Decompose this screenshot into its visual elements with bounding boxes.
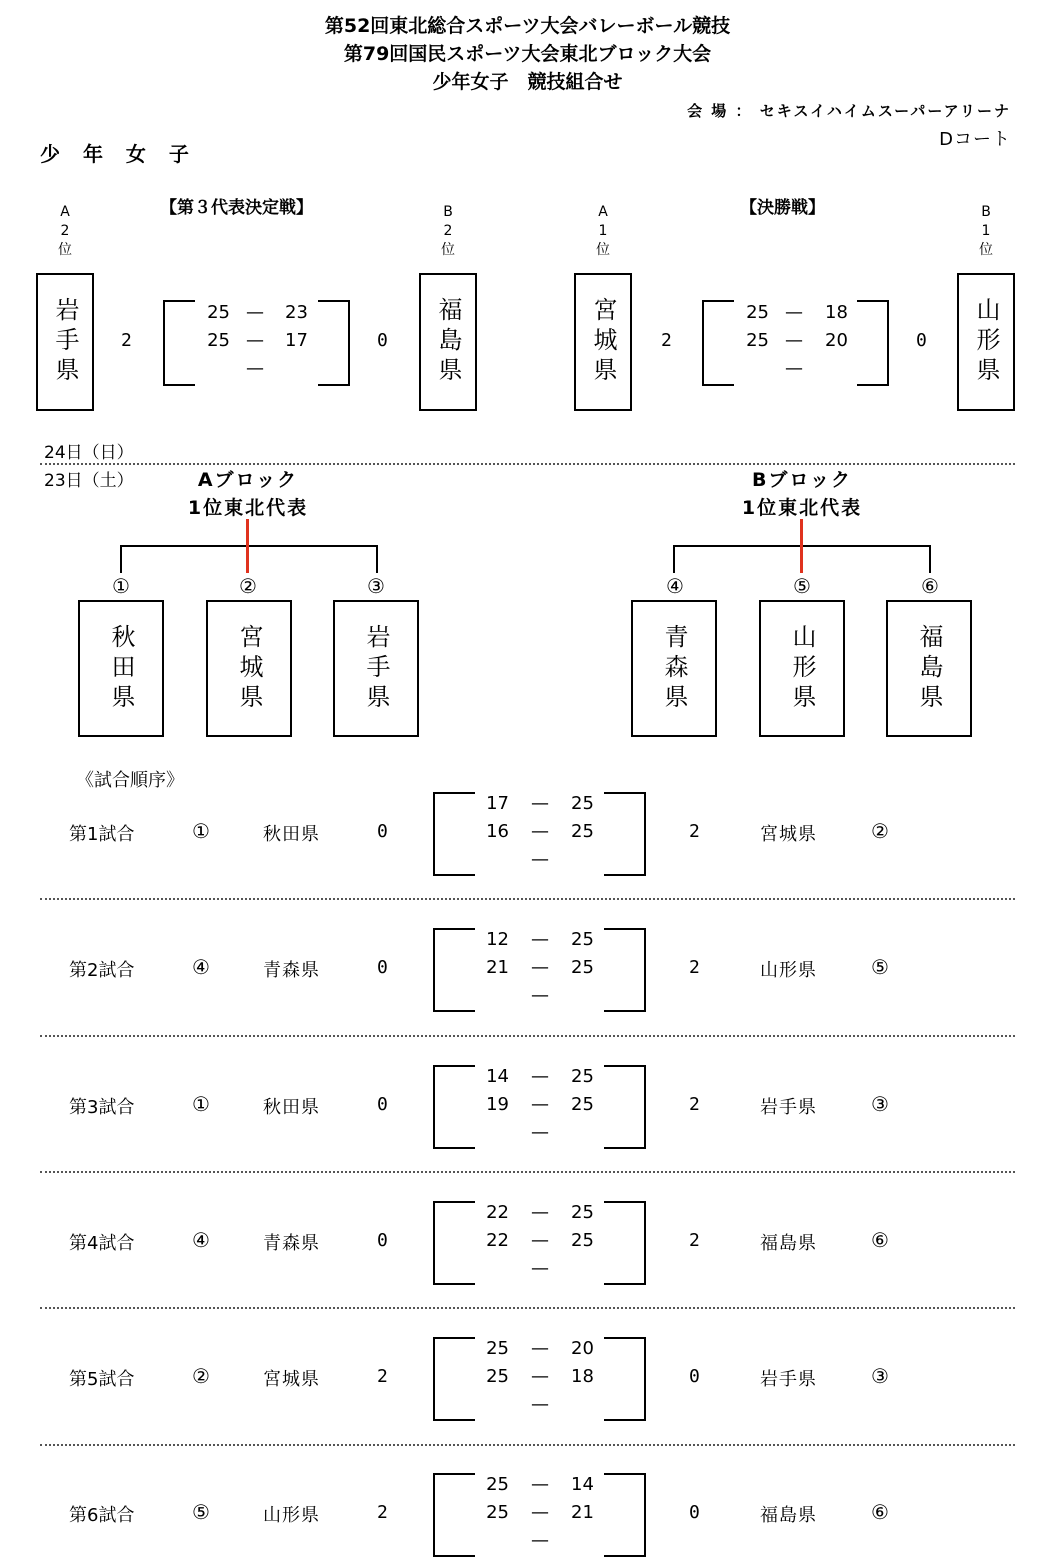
rank-char: B (981, 204, 991, 220)
score-dash: — (531, 849, 549, 870)
score-right: 25 (571, 821, 594, 842)
block-a-team-box (206, 600, 292, 737)
score-dash: — (531, 985, 549, 1006)
score-dash: — (531, 1122, 549, 1143)
score-right: 25 (571, 1066, 594, 1087)
match-divider (40, 1035, 1015, 1037)
match-label: 第5試合 (69, 1369, 135, 1390)
score-dash: — (785, 302, 803, 323)
score-dash: — (531, 1530, 549, 1551)
score-left: 25 (207, 330, 230, 351)
final-right-rank (971, 203, 1001, 260)
rank-char: 2 (60, 223, 70, 239)
team-name: 青森県 (660, 623, 688, 714)
team-number: ① (192, 1092, 210, 1116)
score-left: 22 (486, 1202, 509, 1223)
score-right: 20 (571, 1338, 594, 1359)
team-number: ③ (367, 574, 385, 598)
team-name: 宮城県 (589, 297, 617, 387)
score-right: 21 (571, 1502, 594, 1523)
score-dash: — (531, 1230, 549, 1251)
team-number: ④ (666, 574, 684, 598)
score-right: 25 (571, 929, 594, 950)
team-number: ⑤ (192, 1500, 210, 1524)
bracket-right (604, 792, 646, 876)
team-number: ④ (192, 955, 210, 979)
team-number: ⑥ (921, 574, 939, 598)
match-label: 第6試合 (69, 1505, 135, 1526)
score-right: 23 (285, 302, 308, 323)
match-divider (40, 898, 1015, 900)
bracket-right (604, 1473, 646, 1557)
match-label: 第4試合 (69, 1233, 135, 1254)
team-number: ① (112, 574, 130, 598)
rank-char: 1 (981, 223, 991, 239)
score-right: 17 (285, 330, 308, 351)
third-left-team-box (36, 273, 94, 411)
block-b-team-box (886, 600, 972, 737)
right-sets: 2 (689, 1230, 700, 1251)
schedule-title: 《試合順序》 (76, 770, 184, 791)
rank-char: A (60, 204, 70, 220)
block-a-bracket (120, 545, 378, 547)
right-sets: 0 (689, 1502, 700, 1523)
block-a-subtitle: 1位東北代表 (187, 497, 309, 519)
score-left: 14 (486, 1066, 509, 1087)
match-divider (40, 1444, 1015, 1446)
score-dash: — (531, 1338, 549, 1359)
third-right-team-box (419, 273, 477, 411)
bracket-right (857, 300, 889, 386)
team-name: 山形県 (972, 297, 1000, 387)
score-right: 20 (825, 330, 848, 351)
block-b-bracket (929, 545, 931, 573)
score-right: 18 (571, 1366, 594, 1387)
left-sets: 0 (377, 957, 388, 978)
rank-char: 1 (598, 223, 608, 239)
score-left: 21 (486, 957, 509, 978)
left-team-name: 青森県 (263, 1233, 320, 1254)
score-dash: — (531, 957, 549, 978)
score-dash: — (785, 358, 803, 379)
team-name: 山形県 (788, 623, 816, 714)
block-a-bracket (120, 545, 122, 573)
match-divider (40, 1307, 1015, 1309)
score-left: 25 (486, 1366, 509, 1387)
bracket-right (604, 1201, 646, 1285)
left-team-name: 山形県 (263, 1505, 320, 1526)
block-a-team-box (78, 600, 164, 737)
block-a-bracket (376, 545, 378, 573)
bracket-left (433, 792, 475, 876)
score-dash: — (531, 929, 549, 950)
score-dash: — (531, 1202, 549, 1223)
score-left: 25 (486, 1338, 509, 1359)
score-left: 25 (486, 1502, 509, 1523)
final-right-team-box (957, 273, 1015, 411)
bracket-right (604, 1065, 646, 1149)
bracket-right (318, 300, 350, 386)
final-header: 【決勝戦】 (740, 198, 825, 218)
team-number: ③ (871, 1364, 889, 1388)
bracket-left (433, 1473, 475, 1557)
third-left-rank (50, 203, 80, 260)
team-number: ① (192, 819, 210, 843)
match-label: 第1試合 (69, 824, 135, 845)
right-team-name: 福島県 (760, 1233, 817, 1254)
rank-char: 位 (58, 242, 72, 258)
bracket-left (163, 300, 195, 386)
score-dash: — (246, 330, 264, 351)
left-sets: 0 (377, 821, 388, 842)
bracket-right (604, 1337, 646, 1421)
team-name: 岩手県 (362, 623, 390, 714)
bracket-left (433, 928, 475, 1012)
block-b-team-box (759, 600, 845, 737)
block-b-bracket (673, 545, 675, 573)
team-name: 宮城県 (235, 623, 263, 714)
team-number: ④ (192, 1228, 210, 1252)
score-dash: — (246, 302, 264, 323)
team-number: ⑤ (871, 955, 889, 979)
match-label: 第2試合 (69, 960, 135, 981)
right-sets: 2 (689, 821, 700, 842)
rank-char: 2 (443, 223, 453, 239)
title-line-1: 第52回東北総合スポーツ大会バレーボール競技 (324, 15, 731, 37)
right-sets: 2 (689, 1094, 700, 1115)
left-team-name: 秋田県 (263, 1097, 320, 1118)
score-left: 12 (486, 929, 509, 950)
right-team-name: 岩手県 (760, 1369, 817, 1390)
third-left-sets: 2 (121, 330, 132, 351)
final-left-team-box (574, 273, 632, 411)
team-number: ⑤ (793, 574, 811, 598)
title-line-2: 第79回国民スポーツ大会東北ブロック大会 (343, 43, 712, 65)
score-left: 25 (746, 302, 769, 323)
third-right-rank (433, 203, 463, 260)
bracket-left (433, 1337, 475, 1421)
score-dash: — (531, 1094, 549, 1115)
block-b-subtitle: 1位東北代表 (741, 497, 863, 519)
right-sets: 0 (689, 1366, 700, 1387)
team-number: ② (871, 819, 889, 843)
final-right-sets: 0 (916, 330, 927, 351)
left-sets: 0 (377, 1230, 388, 1251)
block-a-team-box (333, 600, 419, 737)
score-right: 25 (571, 1230, 594, 1251)
left-sets: 2 (377, 1502, 388, 1523)
score-left: 19 (486, 1094, 509, 1115)
match-label: 第3試合 (69, 1097, 135, 1118)
left-sets: 0 (377, 1094, 388, 1115)
bracket-left (702, 300, 734, 386)
category-title: 少 年 女 子 (40, 142, 197, 166)
team-name: 岩手県 (51, 297, 79, 387)
winner-line (800, 519, 803, 573)
score-right: 25 (571, 1202, 594, 1223)
rank-char: A (598, 204, 608, 220)
left-sets: 2 (377, 1366, 388, 1387)
right-team-name: 山形県 (760, 960, 817, 981)
day1-date: 23日（土） (44, 471, 134, 491)
score-dash: — (531, 1066, 549, 1087)
score-dash: — (531, 1502, 549, 1523)
block-b-title: Bブロック (751, 469, 853, 491)
match-divider (40, 1171, 1015, 1173)
right-team-name: 福島県 (760, 1505, 817, 1526)
court-label: Dコート (939, 129, 1011, 150)
rank-char: B (443, 204, 453, 220)
block-a-title: Aブロック (197, 469, 299, 491)
score-dash: — (531, 821, 549, 842)
score-dash: — (531, 793, 549, 814)
winner-line (246, 519, 249, 573)
block-b-team-box (631, 600, 717, 737)
team-number: ② (239, 574, 257, 598)
rank-char: 位 (441, 242, 455, 258)
score-dash: — (531, 1366, 549, 1387)
bracket-left (433, 1065, 475, 1149)
rank-char: 位 (979, 242, 993, 258)
score-right: 25 (571, 1094, 594, 1115)
final-left-rank (588, 203, 618, 260)
score-dash: — (531, 1258, 549, 1279)
score-left: 25 (207, 302, 230, 323)
team-number: ⑥ (871, 1228, 889, 1252)
bracket-right (604, 928, 646, 1012)
right-sets: 2 (689, 957, 700, 978)
day2-date: 24日（日） (44, 443, 134, 463)
third-place-header: 【第３代表決定戦】 (160, 198, 313, 218)
score-right: 14 (571, 1474, 594, 1495)
team-name: 福島県 (434, 297, 462, 387)
score-left: 22 (486, 1230, 509, 1251)
team-number: ② (192, 1364, 210, 1388)
score-right: 18 (825, 302, 848, 323)
team-number: ⑥ (871, 1500, 889, 1524)
third-right-sets: 0 (377, 330, 388, 351)
team-number: ③ (871, 1092, 889, 1116)
score-dash: — (531, 1394, 549, 1415)
score-dash: — (246, 358, 264, 379)
score-right: 25 (571, 957, 594, 978)
final-left-sets: 2 (661, 330, 672, 351)
left-team-name: 秋田県 (263, 824, 320, 845)
team-name: 福島県 (915, 623, 943, 714)
score-dash: — (785, 330, 803, 351)
rank-char: 位 (596, 242, 610, 258)
score-left: 25 (746, 330, 769, 351)
team-name: 秋田県 (107, 623, 135, 714)
right-team-name: 岩手県 (760, 1097, 817, 1118)
left-team-name: 青森県 (263, 960, 320, 981)
score-left: 25 (486, 1474, 509, 1495)
title-line-3: 少年女子 競技組合せ (432, 71, 623, 93)
score-left: 16 (486, 821, 509, 842)
score-dash: — (531, 1474, 549, 1495)
right-team-name: 宮城県 (760, 824, 817, 845)
venue-label: 会 場 ： セキスイハイムスーパーアリーナ (687, 102, 1011, 120)
score-left: 17 (486, 793, 509, 814)
bracket-left (433, 1201, 475, 1285)
left-team-name: 宮城県 (263, 1369, 320, 1390)
score-right: 25 (571, 793, 594, 814)
